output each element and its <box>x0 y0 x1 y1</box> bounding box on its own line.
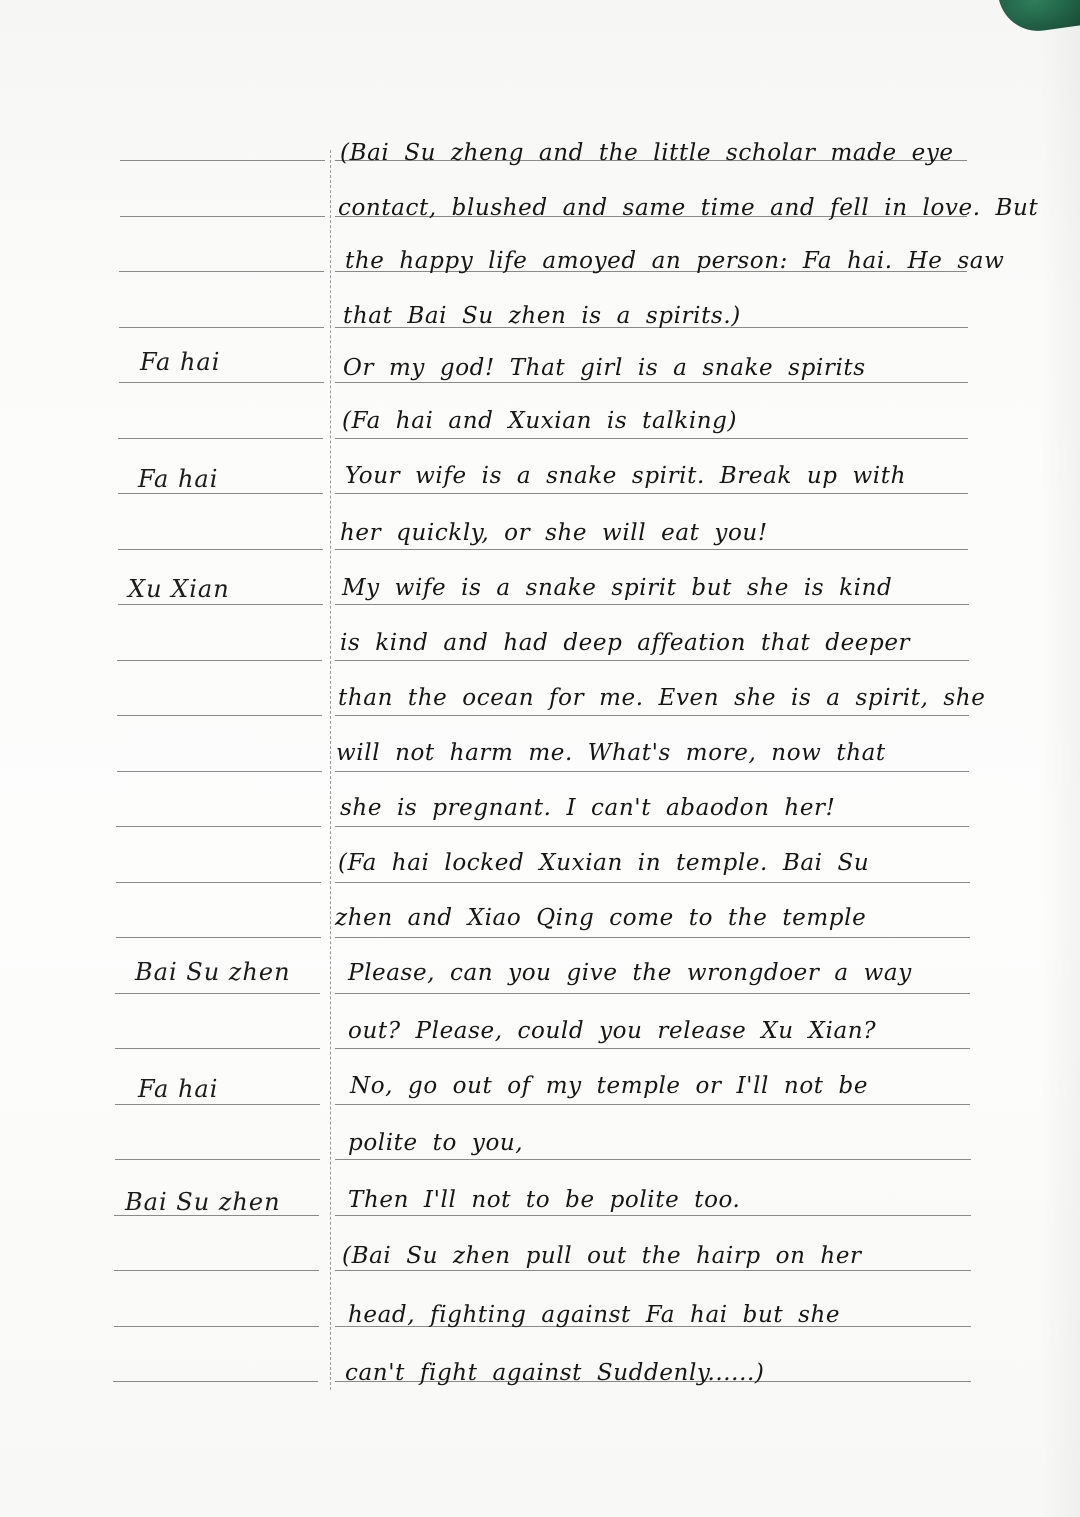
ruled-line <box>335 771 969 772</box>
green-object-corner <box>997 0 1080 36</box>
ruled-line <box>335 993 970 994</box>
ruled-line <box>335 1104 970 1105</box>
ruled-line <box>335 604 969 605</box>
script-line: (Bai Su zhen pull out the hairp on her <box>342 1243 862 1269</box>
ruled-line <box>335 438 968 439</box>
script-line: is kind and had deep affeation that deeper <box>340 630 911 656</box>
script-line: No, go out of my temple or I'll not be <box>350 1073 869 1099</box>
script-line: Or my god! That girl is a snake spirits <box>343 355 866 381</box>
speaker-fa-hai: Fa hai <box>140 348 221 376</box>
ruled-line <box>335 715 969 716</box>
ruled-line <box>116 826 321 827</box>
speaker-bai-su-zhen: Bai Su zhen <box>135 958 291 986</box>
ruled-line <box>114 1326 319 1327</box>
script-line: the happy life amoyed an person: Fa hai. He saw <box>345 248 1005 274</box>
script-line: contact, blushed and same time and fell in love. But <box>338 195 1039 221</box>
ruled-line <box>120 160 325 161</box>
ruled-line <box>335 493 968 494</box>
script-line: (Fa hai locked Xuxian in temple. Bai Su <box>338 850 870 876</box>
ruled-line <box>116 937 321 938</box>
ruled-line <box>113 1381 318 1382</box>
speaker-fa-hai: Fa hai <box>138 465 219 493</box>
ruled-line <box>117 771 322 772</box>
ruled-line <box>335 1048 970 1049</box>
script-line: can't fight against Suddenly......) <box>345 1360 765 1386</box>
ruled-line <box>119 382 324 383</box>
ruled-line <box>335 660 969 661</box>
ruled-line <box>335 1215 971 1216</box>
ruled-line <box>335 937 970 938</box>
speaker-fa-hai: Fa hai <box>138 1075 219 1103</box>
ruled-line <box>115 993 320 994</box>
script-line: (Bai Su zheng and the little scholar made eye <box>340 140 954 166</box>
script-line: that Bai Su zhen is a spirits.) <box>343 303 741 329</box>
ruled-line <box>115 1104 320 1105</box>
script-line: My wife is a snake spirit but she is kind <box>342 575 893 601</box>
ruled-line <box>335 882 970 883</box>
ruled-line <box>335 382 968 383</box>
script-line: (Fa hai and Xuxian is talking) <box>342 408 738 434</box>
ruled-line <box>335 826 969 827</box>
script-line: head, fighting against Fa hai but she <box>348 1302 841 1328</box>
ruled-line <box>117 660 322 661</box>
ruled-line <box>118 438 323 439</box>
ruled-line <box>335 549 968 550</box>
speaker-xu-xian: Xu Xian <box>128 575 230 603</box>
ruled-line <box>114 1270 319 1271</box>
script-line: will not harm me. What's more, now that <box>336 740 886 766</box>
script-line: out? Please, could you release Xu Xian? <box>348 1018 877 1044</box>
ruled-line <box>119 271 324 272</box>
script-line: Please, can you give the wrongdoer a way <box>348 960 912 986</box>
ruled-line <box>115 1048 320 1049</box>
ruled-line <box>115 1159 320 1160</box>
script-line: Then I'll not to be polite too. <box>348 1187 741 1213</box>
script-line: polite to you, <box>348 1130 524 1156</box>
speaker-bai-su-zhen: Bai Su zhen <box>125 1188 281 1216</box>
script-line: her quickly, or she will eat you! <box>340 520 768 546</box>
ruled-line <box>118 549 323 550</box>
ruled-line <box>116 882 321 883</box>
ruled-line <box>118 493 323 494</box>
ruled-line <box>118 604 323 605</box>
script-line: than the ocean for me. Even she is a spirit, she <box>338 685 986 711</box>
ruled-line <box>335 1270 971 1271</box>
script-line: Your wife is a snake spirit. Break up with <box>345 463 907 489</box>
ruled-line <box>119 327 324 328</box>
margin-line <box>330 150 331 1390</box>
script-line: zhen and Xiao Qing come to the temple <box>335 905 867 931</box>
ruled-line <box>117 715 322 716</box>
ruled-line <box>120 216 325 217</box>
script-line: she is pregnant. I can't abaodon her! <box>340 795 836 821</box>
ruled-line <box>335 1159 971 1160</box>
